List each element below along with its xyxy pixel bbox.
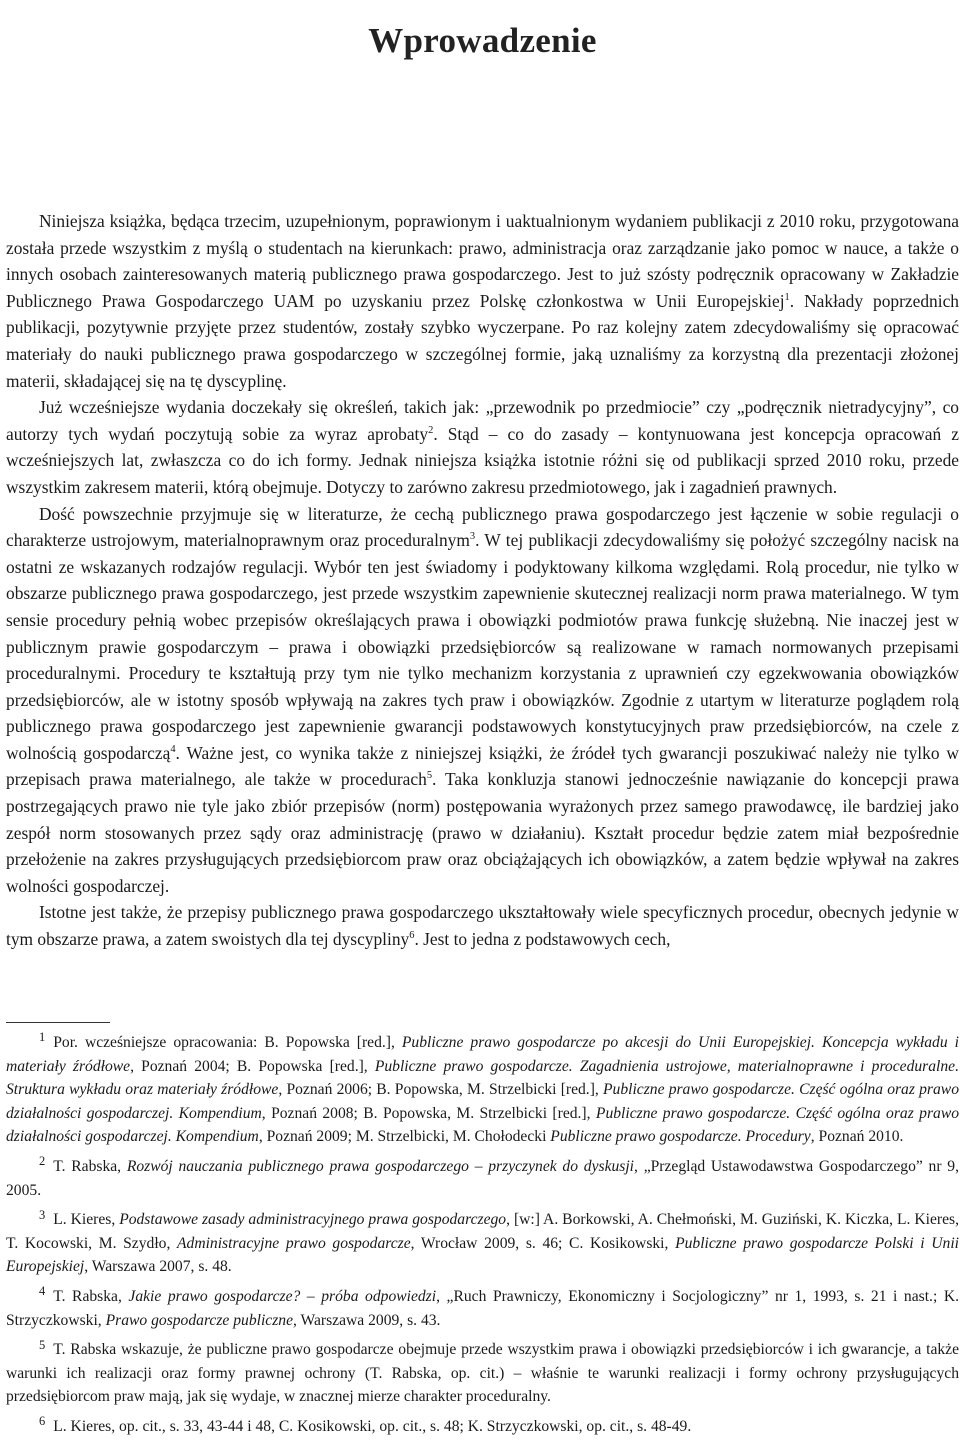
footnote-text: L. Kieres, op. cit., s. 33, 43-44 i 48, C. Kosikowski, op. cit., s. 48; K. Strzyczkowski, op. cit., s. 48-49. (53, 1417, 692, 1435)
footnote-text: , Poznań 2009; M. Strzelbicki, M. Chołodecki (258, 1128, 551, 1146)
footnote-text: L. Kieres, (53, 1211, 120, 1229)
footnote (6, 1415, 959, 1439)
body-text (6, 208, 959, 953)
paragraph-text: . Ważne jest, co wynika także z niniejszej książki, że źródeł tych gwarancji poszukiwać należy nie tylko w przepisach prawa materialnego, ale także w procedurach (6, 742, 959, 790)
footnote-number: 4 (39, 1284, 46, 1299)
footnote-text: T. Rabska, (53, 1287, 129, 1305)
body-paragraph (6, 394, 959, 500)
paragraph-text: . Jest to jedna z podstawowych cech, (414, 929, 671, 950)
paragraph-text: . Taka konkluzja stanowi jednocześnie nawiązanie do koncepcji prawa postrzegających prawo nie tyle jako zbiór przepisów (norm) postępowania wyrażonych przez samego prawodawcę, ile bardziej jako zespół norm stosowanych przez sądy oraz administrację (prawo w działaniu). Kształt procedur będzie zatem miał bezpośrednie przełożenie na zakres przysługujących przedsiębiorcom praw oraz obciążających ich obowiązków, a zatem będzie wpływał na zakres wolności gospodarczej. (6, 769, 959, 896)
footnote-title-italic: Prawo gospodarcze publiczne (105, 1311, 294, 1329)
paragraph-text: . W tej publikacji zdecydowaliśmy się położyć szczególny nacisk na ostatni ze wskazanych rodzajów regulacji. Wybór ten jest świadomy i podyktowany kilkoma względami. Rolą procedur, nie tylko w obszarze publicznego prawa gospodarczego, jest przede wszystkim zapewnienie skutecznej realizacji norm prawa materialnego. W tym sensie procedury pełnią wobec przepisów określających prawa i obowiązki podmiotów prawa funkcję służebną. Nie inaczej jest w publicznym prawie gospodarczym – prawa i obowiązki przedsiębiorców są realizowane w ramach normowanych przepisami proceduralnymi. Procedury te kształtują przy tym nie tylko mechanizm korzystania z uprawnień czy egzekwowania obowiązków przedsiębiorców, ale w istotny sposób wpływają na zakres tych praw i obowiązków. Zgodnie z utartym w literaturze poglądem rolą publicznego prawa gospodarczego jest zapewnienie gwarancji podstawowych konstytucyjnych praw przedsiębiorców, na czele z wolnością gospodarczą (6, 530, 960, 763)
footnote-number: 6 (39, 1414, 46, 1429)
footnote-title-italic: Publiczne prawo gospodarcze. Zagadnienia ustrojowe, materialnoprawne i proceduralne. Struktura wykładu oraz materiały źródłowe (6, 1057, 959, 1099)
paragraph-text: Istotne jest także, że przepisy publicznego prawa gospodarczego ukształtowały wiele specyficznych procedur, obecnych jedynie w tym obszarze prawa, a zatem swoistych dla tej dyscypliny (6, 902, 959, 950)
footnote-title-italic: Publiczne prawo gospodarcze Polski i Unii Europejskiej (6, 1234, 959, 1276)
footnote-reference[interactable]: 1 (784, 291, 790, 303)
paragraph-text: Już wcześniejsze wydania doczekały się określeń, takich jak: „przewodnik po przedmiocie” czy „podręcznik nietradycyjny”, co autorzy tych wydań poczytują sobie za wyraz aprobaty (6, 397, 959, 444)
paragraph-text: . Stąd – co do zasady – kontynuowana jest koncepcja opracowań z wcześniejszych lat, zwłaszcza co do ich formy. Jednak niniejsza książka istotnie różni się od publikacji sprzed 2010 roku, przede wszystkim zakresem materii, którą obejmuje. Dotyczy to zarówno zakresu przedmiotowego, jak i zagadnień prawnych. (6, 423, 959, 497)
footnote-text: , Warszawa 2007, s. 48. (84, 1258, 232, 1276)
footnote-title-italic: Publiczne prawo gospodarcze. Procedury (550, 1128, 811, 1146)
page (6, 0, 959, 1445)
footnote-title-italic: Rozwój nauczania publicznego prawa gospodarczego – przyczynek do dyskusji (126, 1157, 635, 1175)
footnote-text: , Warszawa 2009, s. 43. (293, 1311, 441, 1329)
footnote-reference[interactable]: 4 (170, 744, 176, 756)
footnote-title-italic: Administracyjne prawo gospodarcze (177, 1234, 411, 1252)
footnote-text: , Poznań 2006; B. Popowska, M. Strzelbicki [red.], (278, 1081, 603, 1099)
footnote (6, 1031, 959, 1149)
footnote-number: 3 (39, 1207, 46, 1222)
footnote-reference[interactable]: 6 (409, 930, 415, 942)
footnote-text: T. Rabska wskazuje, że publiczne prawo gospodarcze obejmuje przede wszystkim prawa i obowiązki przedsiębiorców i ich gwarancje, a także warunki ich realizacji oraz formy prawnej ochrony (T. Rabska, op. cit.) – właśnie te warunki realizacji i formy ochrony przysługujących przedsiębiorcom praw mają, jak się wydaje, w znacznej mierze charakter proceduralny. (6, 1341, 959, 1406)
footnote-number: 5 (39, 1337, 46, 1352)
footnote-text: Por. wcześniejsze opracowania: B. Popowska [red.], (53, 1034, 402, 1051)
footnote-text: , Wrocław 2009, s. 46; C. Kosikowski, (410, 1234, 676, 1252)
page-title: Wprowadzenie (368, 21, 597, 61)
footnote-text: T. Rabska, (53, 1157, 127, 1175)
body-paragraph (6, 501, 959, 900)
paragraph-text: . Nakłady poprzednich publikacji, pozytywnie przyjęte przez studentów, zostały szybko wyczerpane. Po raz kolejny zatem zdecydowaliśmy się opracować materiały do nauki publicznego prawa gospodarczego w szczególnej formie, jaką uznaliśmy za korzystną dla prezentacji złożonej materii, składającej się na tę dyscyplinę. (6, 290, 959, 391)
footnote-title-italic: Publiczne prawo gospodarcze po akcesji do Unii Europejskiej. Koncepcja wykładu i materiały źródłowe (6, 1034, 959, 1075)
footnote-reference[interactable]: 3 (469, 531, 476, 543)
footnote-text: , Poznań 2004; B. Popowska [red.], (130, 1057, 375, 1075)
body-paragraph (6, 899, 959, 952)
footnotes (6, 1031, 959, 1439)
body-paragraph (6, 208, 959, 394)
footnote (6, 1155, 959, 1202)
footnote (6, 1285, 959, 1332)
footnote-separator (6, 1022, 110, 1023)
paragraph-text: Niniejsza książka, będąca trzecim, uzupełnionym, poprawionym i uaktualnionym wydaniem publikacji z 2010 roku, przygotowana została przede wszystkim z myślą o studentach na kierunkach: prawo, administracja oraz zarządzanie jako pomoc w nauce, a także o innych osobach zainteresowanych materią publicznego prawa gospodarczego. Jest to już szósty podręcznik opracowany w Zakładzie Publicznego Prawa Gospodarczego UAM po uzyskaniu przez Polskę członkostwa w Unii Europejskiej (6, 211, 959, 311)
footnote-title-italic: Publiczne prawo gospodarcze. Część ogólna oraz prawo działalności gospodarczej. Kompendium (6, 1081, 959, 1122)
footnote-text: , [w:] A. Borkowski, A. Chełmoński, M. Guziński, K. Kiczka, L. Kieres, T. Kocowski, M. Szydło, (6, 1211, 959, 1252)
footnote-title-italic: Podstawowe zasady administracyjnego prawa gospodarczego (119, 1211, 507, 1229)
paragraph-text: Dość powszechnie przyjmuje się w literaturze, że cechą publicznego prawa gospodarczego jest łączenie w sobie regulacji o charakterze ustrojowym, materialnoprawnym oraz proceduralnym (6, 503, 959, 551)
footnote-text: , „Przegląd Ustawodawstwa Gospodarczego” nr 9, 2005. (6, 1157, 960, 1199)
footnote-reference[interactable]: 2 (428, 424, 434, 436)
footnote-title-italic: Publiczne prawo gospodarcze. Część ogólna oraz prawo działalności gospodarczej. Kompendium (6, 1104, 960, 1146)
footnote (6, 1208, 959, 1279)
footnote-text: , Poznań 2008; B. Popowska, M. Strzelbicki [red.], (261, 1104, 596, 1122)
footnote-number: 1 (39, 1030, 46, 1045)
footnote-reference[interactable]: 5 (426, 770, 433, 782)
footnote-number: 2 (39, 1154, 46, 1169)
footnote-text: , „Ruch Prawniczy, Ekonomiczny i Socjologiczny” nr 1, 1993, s. 21 i nast.; K. Strzyczkowski, (6, 1287, 959, 1329)
footnote-title-italic: Jakie prawo gospodarcze? – próba odpowiedzi (128, 1287, 437, 1305)
footnote-text: , Poznań 2010. (810, 1128, 904, 1146)
footnote (6, 1338, 959, 1409)
